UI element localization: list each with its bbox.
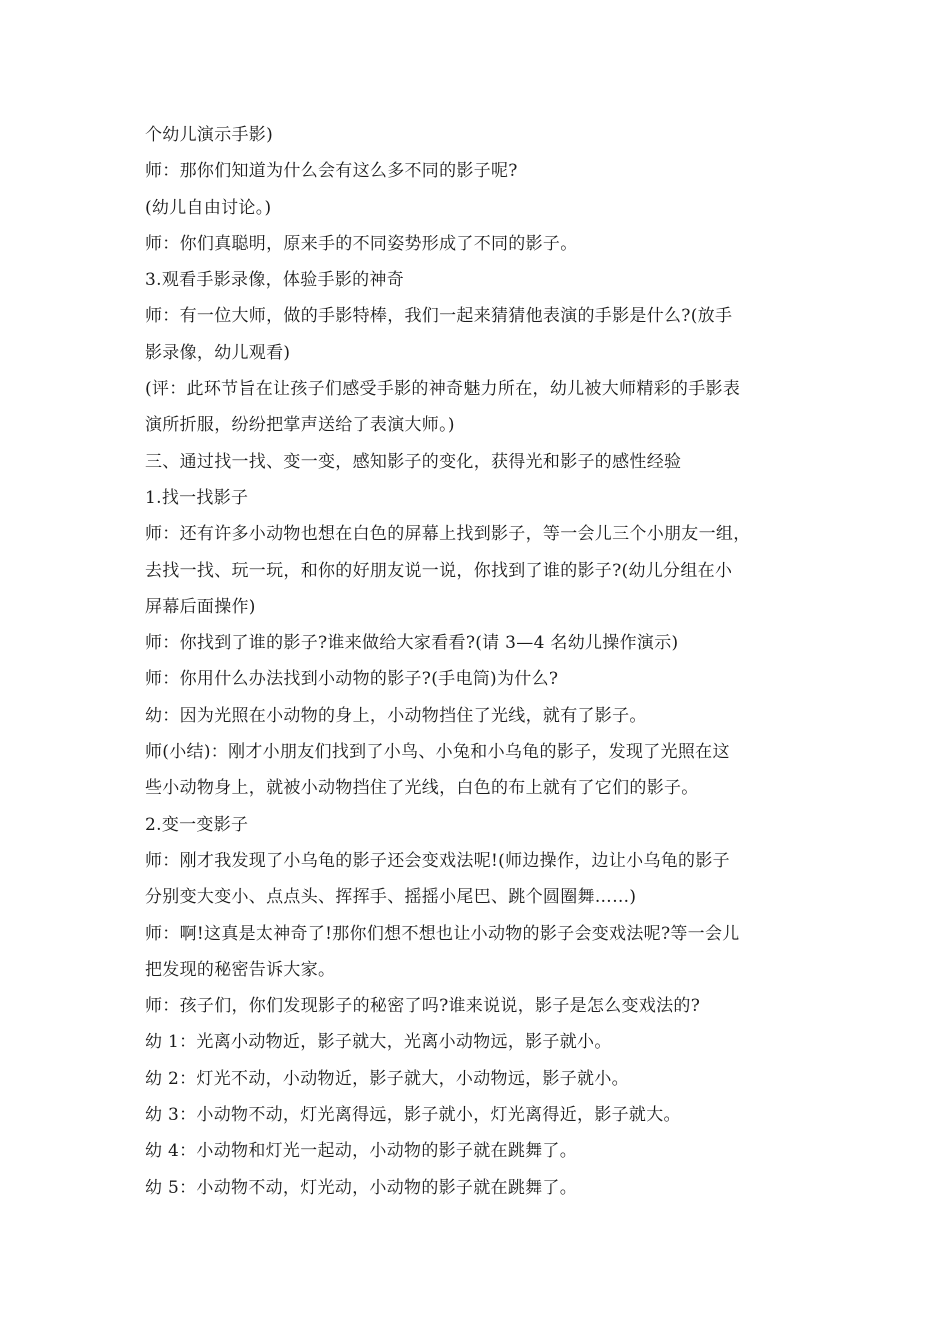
text-line: 个幼儿演示手影) [145,125,274,145]
text-line: 师：孩子们，你们发现影子的秘密了吗?谁来说说，影子是怎么变戏法的? [145,996,701,1017]
text-line: 幼：因为光照在小动物的身上，小动物挡住了光线，就有了影子。 [145,705,647,726]
text-line: 些小动物身上，就被小动物挡住了光线，白色的布上就有了它们的影子。 [145,778,699,799]
text-line: 幼 4：小动物和灯光一起动，小动物的影子就在跳舞了。 [145,1141,578,1162]
text-line: (评：此环节旨在让孩子们感受手影的神奇魅力所在，幼儿被大师精彩的手影表 [145,379,741,400]
text-line: 屏幕后面操作) [145,596,256,617]
section-heading: 2.变一变影子 [145,814,249,835]
text-line: 师：啊!这真是太神奇了!那你们想不想也让小动物的影子会变戏法呢?等一会儿 [145,923,740,944]
text-line: 师：那你们知道为什么会有这么多不同的影子呢? [145,161,518,182]
text-line: 影录像，幼儿观看) [145,342,291,363]
text-line: 师(小结)：刚才小朋友们找到了小鸟、小兔和小乌龟的影子，发现了光照在这 [145,742,730,763]
text-line: 去找一找、玩一玩，和你的好朋友说一说，你找到了谁的影子?(幼儿分组在小 [145,560,733,581]
section-heading: 三、通过找一找、变一变，感知影子的变化，获得光和影子的感性经验 [145,451,682,472]
text-line: (幼儿自由讨论。) [145,197,272,218]
text-line: 幼 2：灯光不动，小动物近，影子就大，小动物远，影子就小。 [145,1068,629,1089]
section-heading: 3.观看手影录像，体验手影的神奇 [145,270,405,291]
text-line: 师：刚才我发现了小乌龟的影子还会变戏法呢!(师边操作，边让小乌龟的影子 [145,850,730,871]
text-line: 幼 3：小动物不动，灯光离得远，影子就小，灯光离得近，影子就大。 [145,1105,681,1126]
document-body [145,117,817,1206]
text-line: 演所折服，纷纷把掌声送给了表演大师。) [145,415,455,436]
text-line: 师：你找到了谁的影子?谁来做给大家看看?(请 3—4 名幼儿操作演示) [145,633,679,654]
text-line: 师：有一位大师，做的手影特棒，我们一起来猜猜他表演的手影是什么?(放手 [145,306,733,327]
text-line: 幼 1：光离小动物近，影子就大，光离小动物远，影子就小。 [145,1032,612,1053]
text-line: 师：还有许多小动物也想在白色的屏幕上找到影子，等一会儿三个小朋友一组， [145,524,751,545]
section-heading: 1.找一找影子 [145,487,249,508]
text-line: 师：你用什么办法找到小动物的影子?(手电筒)为什么? [145,669,559,690]
text-line: 分别变大变小、点点头、挥挥手、摇摇小尾巴、跳个圆圈舞……) [145,887,637,908]
text-line: 师：你们真聪明，原来手的不同姿势形成了不同的影子。 [145,233,578,254]
text-line: 把发现的秘密告诉大家。 [145,959,336,980]
text-line: 幼 5：小动物不动，灯光动，小动物的影子就在跳舞了。 [145,1177,578,1198]
